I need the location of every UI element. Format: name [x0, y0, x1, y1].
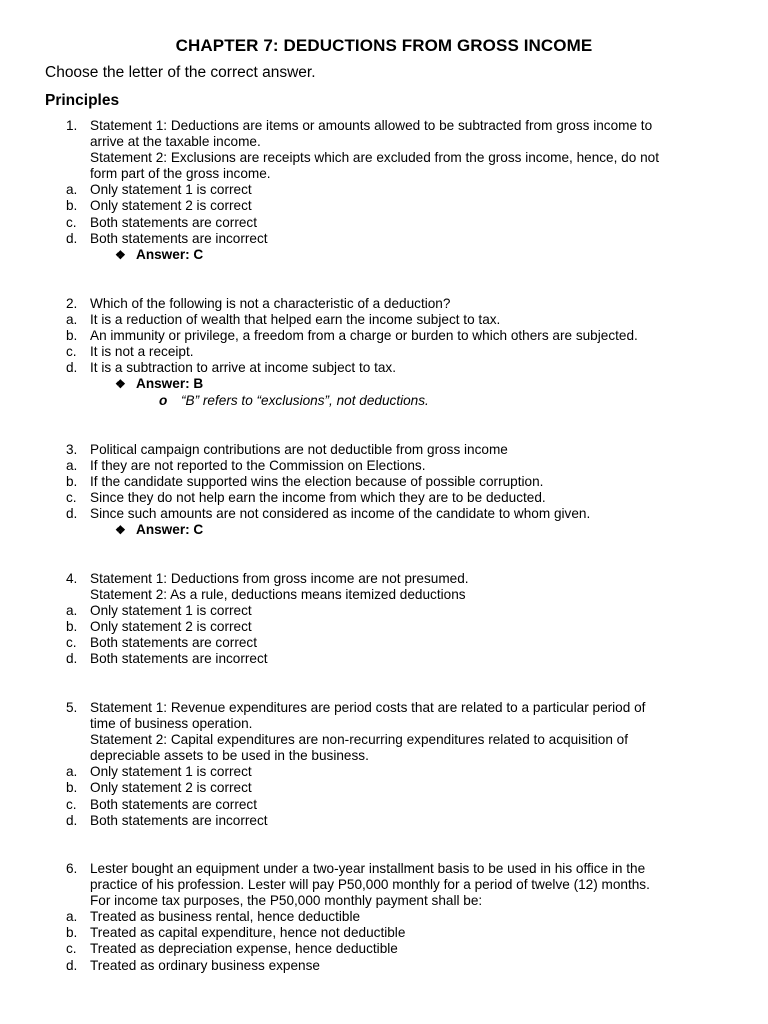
- option-a: [0, 909, 768, 925]
- answer-line: [0, 376, 768, 392]
- option-text: Both statements are correct: [90, 214, 257, 230]
- question-stem-text: Statement 2: Exclusions are receipts which are excluded from the gross income, hence, do not: [90, 150, 659, 166]
- question-5: [0, 700, 768, 829]
- option-letter: a.: [66, 458, 78, 474]
- option-text: If they are not reported to the Commission on Elections.: [90, 458, 426, 474]
- answer-text: Answer: C: [136, 246, 204, 262]
- question-number: 3.: [66, 442, 78, 457]
- option-text: Treated as business rental, hence deductible: [90, 909, 361, 925]
- option-c: [0, 941, 768, 957]
- option-d: [0, 506, 768, 522]
- option-text: Only statement 2 is correct: [90, 198, 252, 214]
- option-text: Only statement 2 is correct: [90, 780, 252, 796]
- chapter-title: CHAPTER 7: DEDUCTIONS FROM GROSS INCOME: [175, 36, 593, 55]
- option-text: Treated as capital expenditure, hence not deductible: [90, 925, 406, 941]
- option-text: It is a subtraction to arrive at income subject to tax.: [90, 360, 396, 376]
- question-number: 5.: [66, 700, 78, 715]
- option-letter: a.: [66, 312, 78, 328]
- option-b: [0, 619, 768, 635]
- question-stem-line: [0, 571, 768, 587]
- question-2: [0, 296, 768, 409]
- option-text: Only statement 1 is correct: [90, 603, 252, 619]
- question-stem-line: [0, 442, 768, 458]
- question-stem-text: Lester bought an equipment under a two-year installment basis to be used in his office in the: [90, 861, 646, 876]
- option-letter: c.: [66, 796, 77, 812]
- circle-bullet-icon: o: [159, 392, 168, 408]
- option-b: [0, 198, 768, 214]
- option-text: Treated as depreciation expense, hence deductible: [90, 941, 398, 957]
- option-letter: c.: [66, 214, 77, 230]
- answer-note-text: “B” refers to “exclusions”, not deductions.: [181, 392, 429, 408]
- option-b: [0, 474, 768, 490]
- option-a: [0, 603, 768, 619]
- option-d: [0, 958, 768, 974]
- answer-line: [0, 522, 768, 538]
- option-a: [0, 182, 768, 198]
- diamond-bullet-icon: ❖: [115, 377, 126, 392]
- option-text: Only statement 1 is correct: [90, 182, 252, 198]
- option-letter: b.: [66, 925, 78, 941]
- answer-text: Answer: B: [136, 376, 204, 392]
- option-text: Both statements are correct: [90, 635, 257, 651]
- question-stem-line: [0, 587, 768, 603]
- option-b: [0, 780, 768, 796]
- option-letter: a.: [66, 909, 78, 925]
- option-letter: c.: [66, 490, 77, 506]
- option-d: [0, 360, 768, 376]
- question-stem-text: Statement 1: Deductions are items or amounts allowed to be subtracted from gross income to: [90, 118, 653, 133]
- option-text: Both statements are correct: [90, 796, 257, 812]
- option-c: [0, 215, 768, 231]
- diamond-bullet-icon: ❖: [115, 247, 126, 262]
- option-c: [0, 344, 768, 360]
- option-letter: c.: [66, 344, 77, 360]
- question-stem-line: [0, 700, 768, 716]
- option-b: [0, 925, 768, 941]
- section-heading: Principles: [45, 92, 120, 109]
- question-number: 6.: [66, 861, 78, 876]
- option-text: It is a reduction of wealth that helped earn the income subject to tax.: [90, 312, 501, 328]
- option-letter: d.: [66, 812, 78, 828]
- option-letter: d.: [66, 957, 78, 973]
- option-c: [0, 490, 768, 506]
- option-letter: b.: [66, 198, 78, 214]
- question-stem-text: Statement 1: Revenue expenditures are period costs that are related to a particular period of: [90, 700, 646, 715]
- question-stem-line: [0, 716, 768, 732]
- option-d: [0, 651, 768, 667]
- option-text: Treated as ordinary business expense: [90, 957, 320, 973]
- answer-line: [0, 247, 768, 263]
- option-text: If the candidate supported wins the election because of possible corruption.: [90, 474, 544, 490]
- question-stem-line: [0, 893, 768, 909]
- option-letter: d.: [66, 230, 78, 246]
- option-letter: d.: [66, 506, 78, 522]
- question-stem-line: [0, 861, 768, 877]
- question-stem-text: time of business operation.: [90, 716, 253, 732]
- option-a: [0, 312, 768, 328]
- answer-text: Answer: C: [136, 522, 204, 538]
- instruction-text: Choose the letter of the correct answer.: [45, 64, 316, 81]
- question-number: 2.: [66, 296, 78, 311]
- option-text: Both statements are incorrect: [90, 230, 268, 246]
- option-c: [0, 797, 768, 813]
- question-stem-text: arrive at the taxable income.: [90, 134, 261, 150]
- option-a: [0, 764, 768, 780]
- question-stem-text: Political campaign contributions are not deductible from gross income: [90, 442, 508, 457]
- question-stem-line: [0, 877, 768, 893]
- question-number: 1.: [66, 118, 78, 133]
- question-1: [0, 118, 768, 263]
- option-text: Since such amounts are not considered as income of the candidate to whom given.: [90, 506, 591, 522]
- option-text: An immunity or privilege, a freedom from a charge or burden to which others are subjected.: [90, 328, 638, 344]
- question-4: [0, 571, 768, 668]
- option-text: Both statements are incorrect: [90, 812, 268, 828]
- question-stem-line: [0, 166, 768, 182]
- option-letter: a.: [66, 603, 78, 619]
- question-stem-text: Statement 2: Capital expenditures are non-recurring expenditures related to acquisition of: [90, 732, 629, 748]
- question-stem-text: Which of the following is not a characteristic of a deduction?: [90, 296, 451, 311]
- option-letter: a.: [66, 182, 78, 198]
- question-stem-line: [0, 118, 768, 134]
- answer-note-line: [0, 393, 768, 409]
- question-stem-text: Statement 2: As a rule, deductions means itemized deductions: [90, 587, 466, 603]
- option-text: Only statement 2 is correct: [90, 619, 252, 635]
- option-letter: c.: [66, 635, 77, 651]
- question-stem-line: [0, 134, 768, 150]
- option-letter: a.: [66, 764, 78, 780]
- option-d: [0, 813, 768, 829]
- option-b: [0, 328, 768, 344]
- option-a: [0, 458, 768, 474]
- option-letter: d.: [66, 651, 78, 667]
- question-stem-line: [0, 150, 768, 166]
- option-c: [0, 635, 768, 651]
- question-6: [0, 861, 768, 974]
- question-stem-text: depreciable assets to be used in the business.: [90, 748, 369, 764]
- question-stem-text: Statement 1: Deductions from gross income are not presumed.: [90, 571, 469, 586]
- diamond-bullet-icon: ❖: [115, 523, 126, 538]
- question-stem-text: practice of his profession. Lester will pay P50,000 monthly for a period of twelve (12) months.: [90, 877, 650, 893]
- option-text: Since they do not help earn the income from which they are to be deducted.: [90, 490, 546, 506]
- question-number: 4.: [66, 571, 78, 586]
- option-text: Only statement 1 is correct: [90, 764, 252, 780]
- question-stem-line: [0, 748, 768, 764]
- question-stem-line: [0, 296, 768, 312]
- option-letter: c.: [66, 941, 77, 957]
- option-text: Both statements are incorrect: [90, 651, 268, 667]
- option-letter: b.: [66, 474, 78, 490]
- option-letter: b.: [66, 619, 78, 635]
- option-letter: b.: [66, 780, 78, 796]
- option-text: It is not a receipt.: [90, 344, 194, 360]
- option-d: [0, 231, 768, 247]
- question-stem-line: [0, 732, 768, 748]
- option-letter: d.: [66, 360, 78, 376]
- question-stem-text: For income tax purposes, the P50,000 monthly payment shall be:: [90, 893, 483, 909]
- option-letter: b.: [66, 328, 78, 344]
- question-3: [0, 442, 768, 539]
- question-stem-text: form part of the gross income.: [90, 166, 271, 182]
